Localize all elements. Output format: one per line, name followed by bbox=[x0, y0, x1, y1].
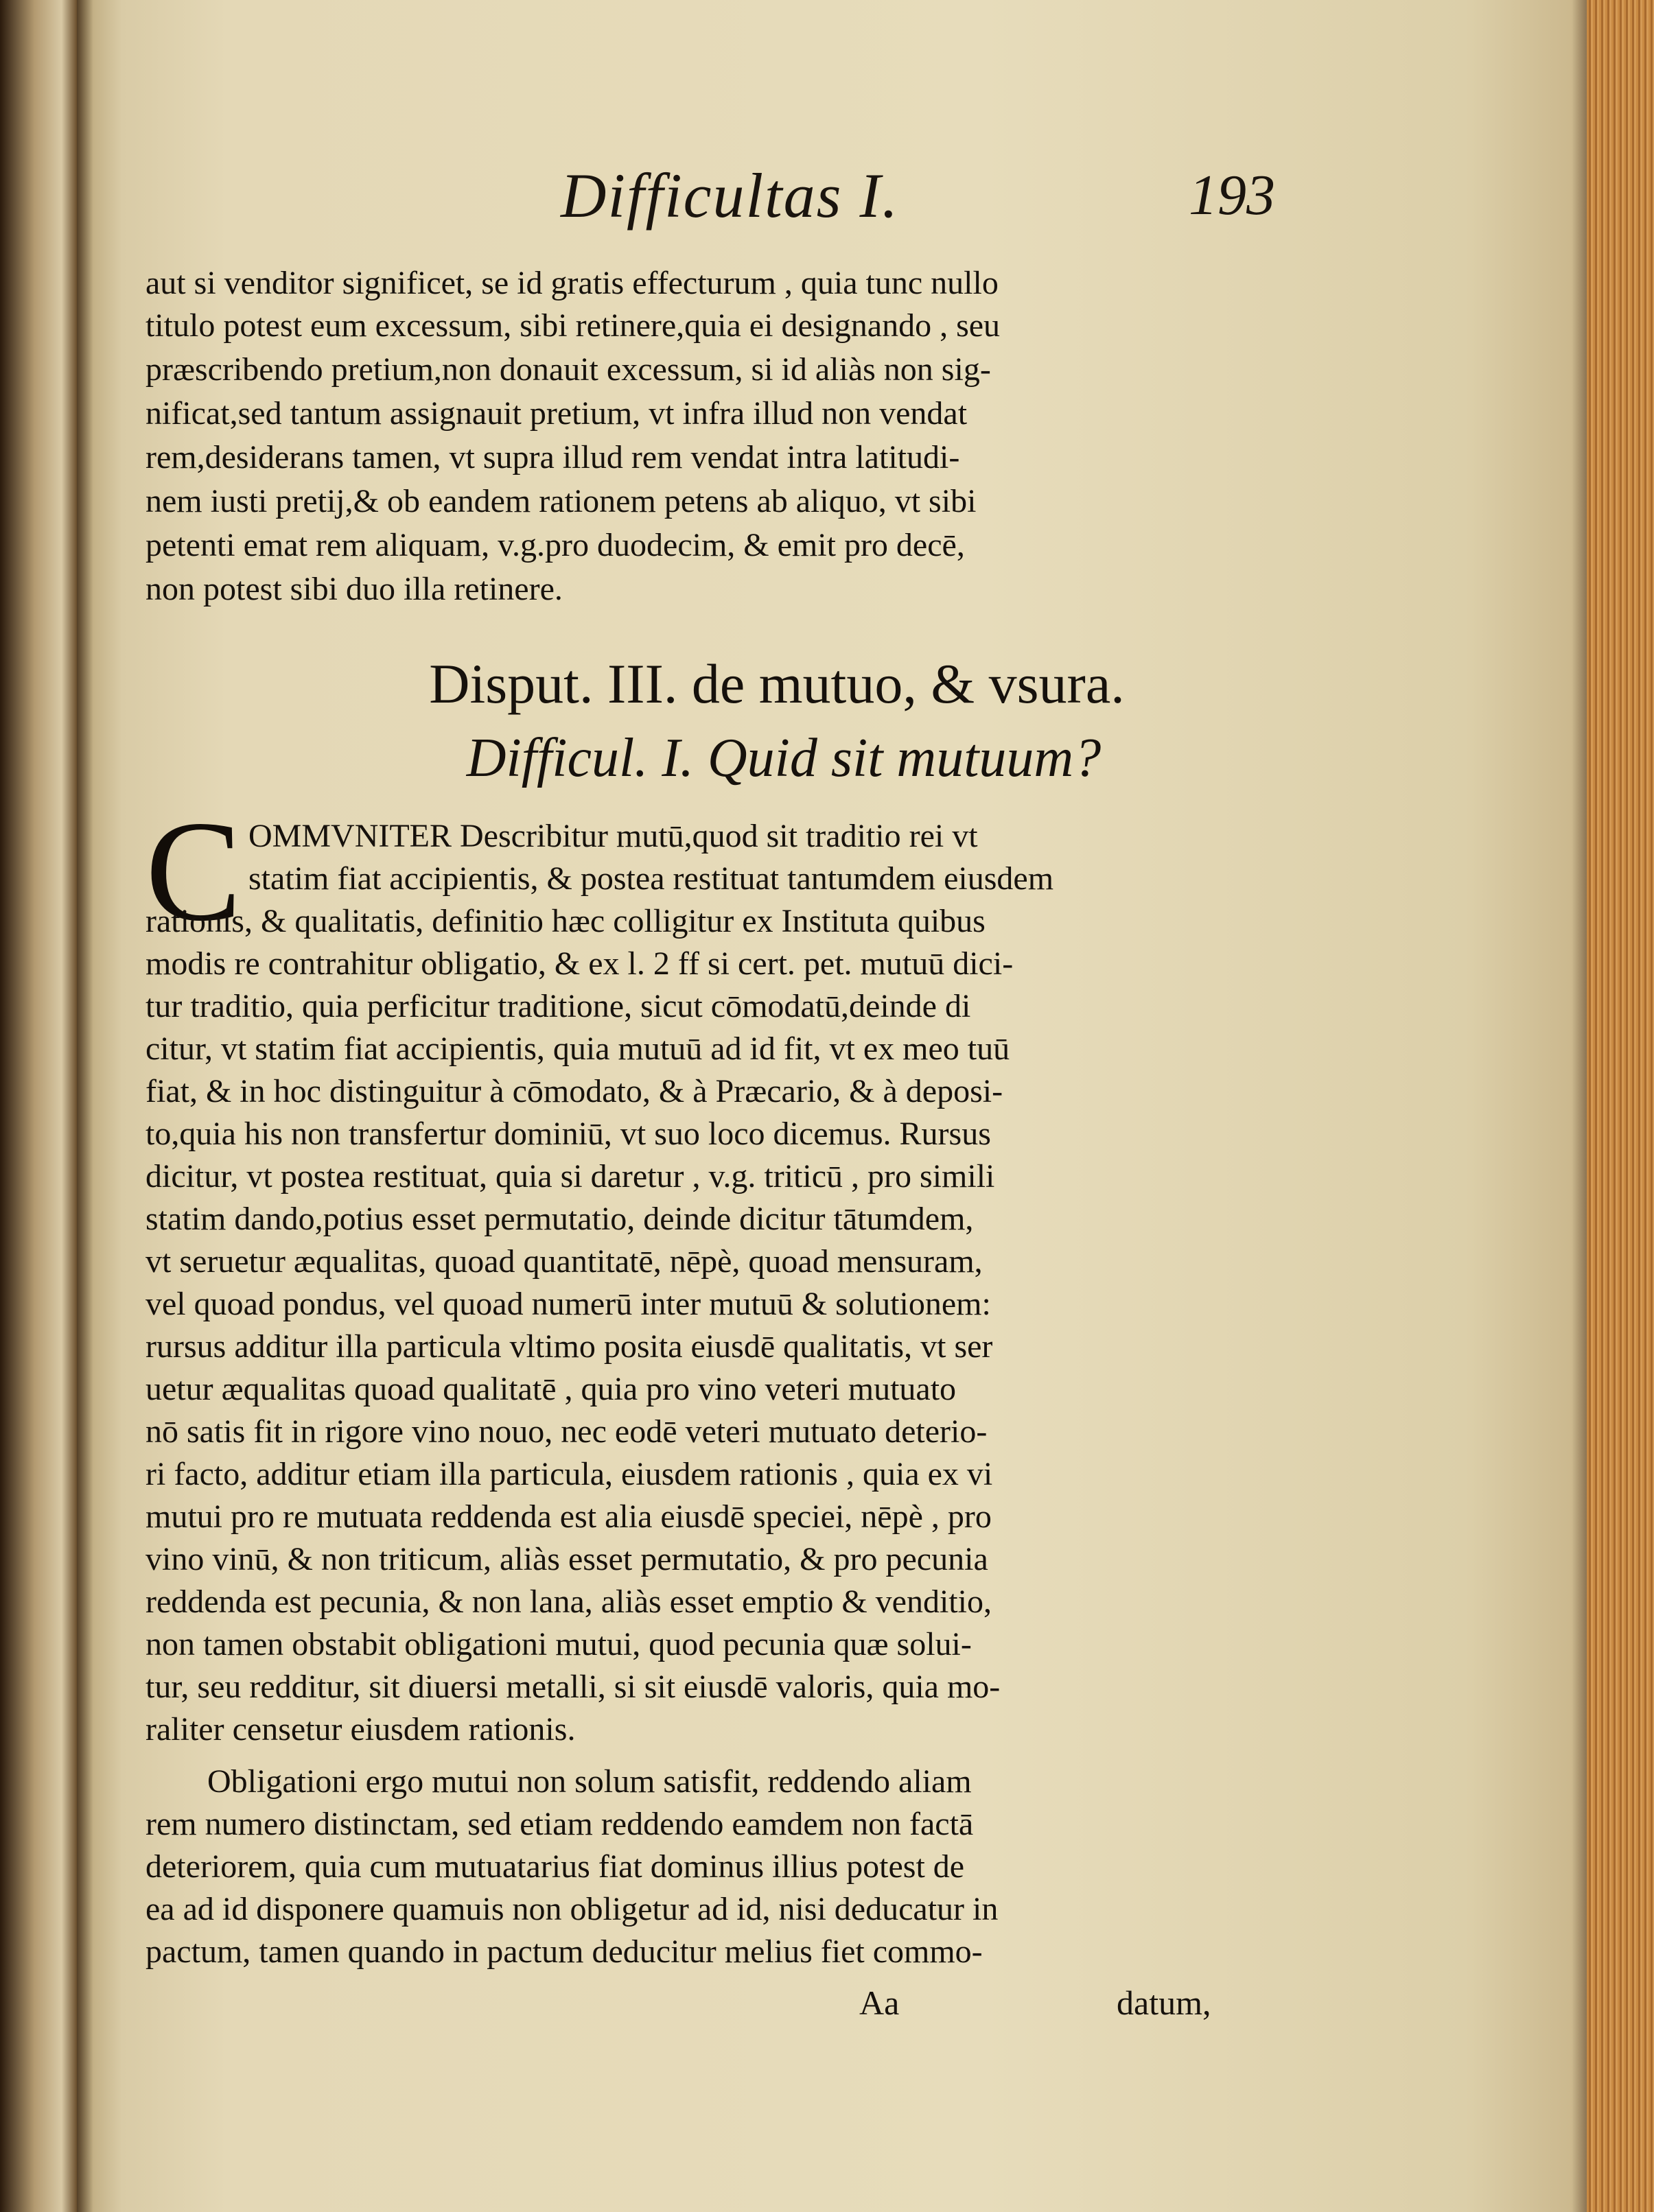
text-line: nificat,sed tantum assignauit pretium, vt infra illud non vendat bbox=[145, 395, 968, 432]
text-line: statim fiat accipientis, & postea restituat tantumdem eiusdem bbox=[248, 860, 1054, 897]
page-number: 193 bbox=[1189, 163, 1275, 227]
text-line: vt seruetur æqualitas, quoad quantitatē, nēpè, quoad mensuram, bbox=[145, 1243, 983, 1280]
text-line: rem numero distinctam, sed etiam reddendo eamdem non factā bbox=[145, 1806, 974, 1842]
text-line: ri facto, additur etiam illa particula, eiusdem rationis , quia ex vi bbox=[145, 1456, 993, 1492]
drop-cap: C bbox=[145, 792, 242, 951]
text-line: mutui pro re mutuata reddenda est alia eiusdē speciei, nēpè , pro bbox=[145, 1498, 992, 1535]
page-block-edge bbox=[1587, 0, 1654, 2212]
signature-mark: Aa bbox=[859, 1984, 900, 2022]
text-line: titulo potest eum excessum, sibi retinere,quia ei designando , seu bbox=[145, 307, 1001, 344]
text-line: dicitur, vt postea restituat, quia si daretur , v.g. triticū , pro simili bbox=[145, 1158, 995, 1195]
text-line: to,quia his non transfertur dominiū, vt suo loco dicemus. Rursus bbox=[145, 1116, 991, 1152]
text-line: rursus additur illa particula vltimo posita eiusdē qualitatis, vt ser bbox=[145, 1328, 993, 1365]
text-line: non tamen obstabit obligationi mutui, quod pecunia quæ solui- bbox=[145, 1626, 972, 1662]
text-line: modis re contrahitur obligatio, & ex l. 2 ff si cert. pet. mutuū dici- bbox=[145, 945, 1014, 982]
text-line: vel quoad pondus, vel quoad numerū inter mutuū & solutionem: bbox=[145, 1286, 991, 1322]
text-line: tur traditio, quia perficitur traditione, sicut cōmodatū,deinde di bbox=[145, 988, 971, 1024]
text-line: reddenda est pecunia, & non lana, aliàs esset emptio & venditio, bbox=[145, 1584, 992, 1620]
text-line: nem iusti pretij,& ob eandem rationem petens ab aliquo, vt sibi bbox=[145, 483, 977, 519]
facing-page-edge bbox=[0, 0, 77, 2212]
catchword: datum, bbox=[1117, 1984, 1211, 2022]
text-line: non potest sibi duo illa retinere. bbox=[145, 571, 563, 607]
text-line: præscribendo pretium,non donauit excessum, si id aliàs non sig- bbox=[145, 351, 991, 388]
book-page bbox=[77, 0, 1587, 2212]
text-line: vino vinū, & non triticum, aliàs esset permutatio, & pro pecunia bbox=[145, 1541, 988, 1577]
text-line: ea ad id disponere quamuis non obligetur ad id, nisi deducatur in bbox=[145, 1891, 999, 1927]
text-line: aut si venditor significet, se id gratis effecturum , quia tunc nullo bbox=[145, 265, 999, 301]
text-line: pactum, tamen quando in pactum deducitur melius fiet commo- bbox=[145, 1933, 983, 1970]
running-title: Difficultas I. bbox=[561, 161, 900, 231]
text-line: petenti emat rem aliquam, v.g.pro duodecim, & emit pro decē, bbox=[145, 527, 965, 563]
disput-heading: Disput. III. de mutuo, & vsura. bbox=[429, 652, 1125, 715]
text-line: Obligationi ergo mutui non solum satisfit, reddendo aliam bbox=[207, 1763, 972, 1800]
text-line: OMMVNITER Describitur mutū,quod sit traditio rei vt bbox=[248, 818, 978, 854]
page-header bbox=[77, 159, 1587, 235]
text-line: tur, seu redditur, sit diuersi metalli, si sit eiusdē valoris, quia mo- bbox=[145, 1669, 1001, 1705]
text-line: fiat, & in hoc distinguitur à cōmodato, & à Præcario, & à deposi- bbox=[145, 1073, 1003, 1109]
text-line: nō satis fit in rigore vino nouo, nec eodē veteri mutuato deterio- bbox=[145, 1413, 988, 1450]
text-line: raliter censetur eiusdem rationis. bbox=[145, 1711, 576, 1748]
text-line: rem,desiderans tamen, vt supra illud rem vendat intra latitudi- bbox=[145, 439, 960, 475]
difficul-heading: Difficul. I. Quid sit mutuum? bbox=[466, 728, 1102, 788]
text-line: rationis, & qualitatis, definitio hæc colligitur ex Instituta quibus bbox=[145, 903, 986, 939]
text-line: citur, vt statim fiat accipientis, quia mutuū ad id fit, vt ex meo tuū bbox=[145, 1031, 1010, 1067]
text-line: uetur æqualitas quoad qualitatē , quia pro vino veteri mutuato bbox=[145, 1371, 957, 1407]
text-line: deteriorem, quia cum mutuatarius fiat dominus illius potest de bbox=[145, 1848, 965, 1885]
gutter-shadow bbox=[77, 0, 93, 2212]
text-line: statim dando,potius esset permutatio, deinde dicitur tātumdem, bbox=[145, 1201, 974, 1237]
